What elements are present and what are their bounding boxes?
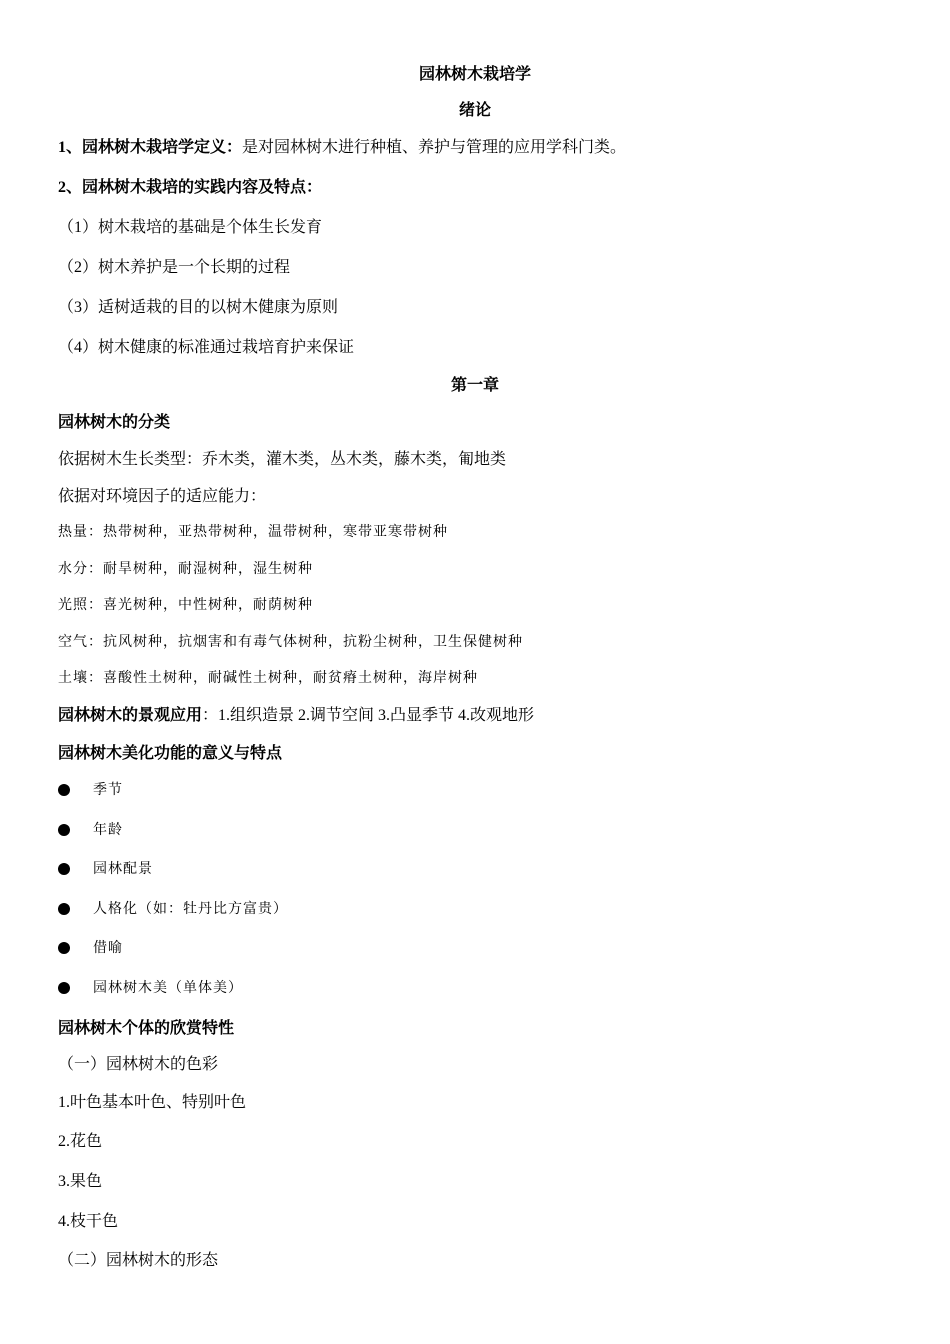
practice-item: （1）树木栽培的基础是个体生长发育 <box>58 219 323 236</box>
bullet-icon <box>58 942 70 954</box>
bullet-icon <box>58 982 70 994</box>
bullet-item: 借喻 <box>93 941 123 956</box>
appreciation-heading: 园林树木个体的欣赏特性 <box>58 1020 235 1037</box>
bullet-item: 年龄 <box>93 823 123 838</box>
bullet-icon <box>58 784 70 796</box>
env-item: 热量：热带树种，亚热带树种，温带树种，寒带亚寒带树种 <box>58 525 448 540</box>
bullet-item: 季节 <box>93 783 123 798</box>
definition-label: 1、园林树木栽培学定义： <box>58 139 243 156</box>
practice-item: （3）适树适栽的目的以树木健康为原则 <box>58 299 339 316</box>
bullet-icon <box>58 863 70 875</box>
form-section-heading: （二）园林树木的形态 <box>58 1252 219 1269</box>
growth-type-text: 依据树木生长类型：乔木类，灌木类，丛木类，藤木类，匍地类 <box>58 451 507 468</box>
bullet-icon <box>58 824 70 836</box>
classification-heading: 园林树木的分类 <box>58 414 171 431</box>
practice-item: （2）树木养护是一个长期的过程 <box>58 259 291 276</box>
bullet-item: 园林树木美（单体美） <box>93 981 243 996</box>
definition-text: 是对园林树木进行种植、养护与管理的应用学科门类。 <box>242 139 627 156</box>
env-item: 土壤：喜酸性土树种，耐碱性土树种，耐贫瘠土树种，海岸树种 <box>58 671 478 686</box>
beauty-heading: 园林树木美化功能的意义与特点 <box>58 745 283 762</box>
document-title: 园林树木栽培学 <box>418 66 531 83</box>
color-item: 1.叶色基本叶色、特别叶色 <box>58 1094 247 1111</box>
color-item: 2.花色 <box>58 1133 103 1150</box>
practice-heading: 2、园林树木栽培的实践内容及特点： <box>58 179 323 196</box>
bullet-item: 园林配景 <box>93 862 153 877</box>
color-item: 4.枝干色 <box>58 1213 119 1230</box>
env-adapt-line: 依据对环境因子的适应能力： <box>58 488 267 505</box>
landscape-label: 园林树木的景观应用 <box>58 707 203 724</box>
definition-paragraph <box>58 138 626 158</box>
chapter-heading: 第一章 <box>450 377 499 394</box>
env-item: 光照：喜光树种，中性树种，耐荫树种 <box>58 598 313 613</box>
bullet-icon <box>58 903 70 915</box>
growth-type-line <box>58 450 506 470</box>
bullet-item: 人格化（如：牡丹比方富贵） <box>93 902 288 917</box>
intro-heading: 绪论 <box>458 102 491 119</box>
color-item: 3.果色 <box>58 1173 103 1190</box>
env-item: 空气：抗风树种，抗烟害和有毒气体树种，抗粉尘树种，卫生保健树种 <box>58 635 523 650</box>
env-item: 水分：耐旱树种，耐湿树种，湿生树种 <box>58 562 313 577</box>
landscape-text: ：1.组织造景 2.调节空间 3.凸显季节 4.改观地形 <box>202 707 535 724</box>
color-section-heading: （一）园林树木的色彩 <box>58 1056 219 1073</box>
landscape-paragraph <box>58 706 534 726</box>
practice-item: （4）树木健康的标准通过栽培育护来保证 <box>58 339 355 356</box>
